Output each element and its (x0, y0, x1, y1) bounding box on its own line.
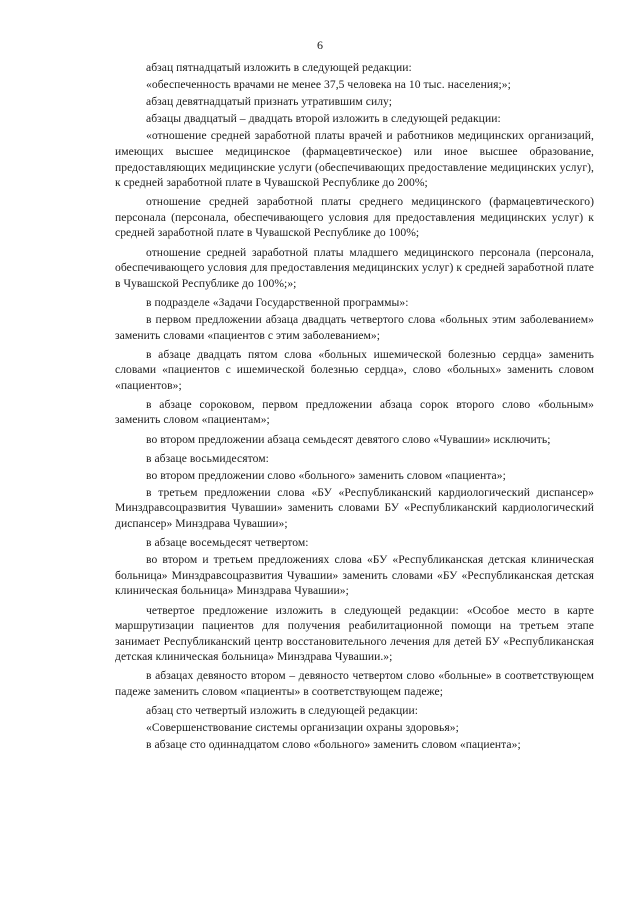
paragraph-3: абзац девятнадцатый признать утратившим силу; (146, 95, 392, 109)
document-body (115, 60, 594, 754)
paragraph-6: отношение средней заработной платы среднего медицинского (фармацевтического) персонала (персонала, обеспечивающего условия для предоставления медицинских услуг) к средней заработной плате в Чувашской Республике до 100%; (115, 195, 594, 240)
paragraph-16: в абзаце восемьдесят четвертом: (146, 536, 309, 550)
paragraph-2: «обеспеченность врачами не менее 37,5 человека на 10 тыс. населения;»; (146, 78, 511, 92)
paragraph-21: «Совершенствование системы организации охраны здоровья»; (146, 721, 459, 735)
paragraph-17: во втором и третьем предложениях слова «БУ «Республиканская детская клиническая больница» Минздравсоцразвития Чувашии» заменить словами «БУ «Республиканская детская клиническая больница» Минздрава Чувашии»; (115, 553, 594, 598)
paragraph-22: в абзаце сто одиннадцатом слово «больного» заменить словом «пациента»; (146, 738, 521, 752)
paragraph-14: во втором предложении слово «больного» заменить словом «пациента»; (146, 468, 506, 482)
paragraph-9: в первом предложении абзаца двадцать четвертого слова «больных этим заболеванием» заменить словами «пациентов с этим заболеванием»; (115, 312, 594, 342)
paragraph-1: абзац пятнадцатый изложить в следующей редакции: (146, 61, 412, 74)
paragraph-10: в абзаце двадцать пятом слова «больных ишемической болезнью сердца» заменить словами «пациентов с ишемической болезнью сердца», слово «больных» заменить словом «пациентов»; (115, 347, 594, 392)
paragraph-13: в абзаце восьмидесятом: (146, 451, 269, 465)
paragraph-11: в абзаце сороковом, первом предложении абзаца сорок второго слово «больным» заменить словом «пациентам»; (115, 397, 594, 427)
paragraph-4: абзацы двадцатый – двадцать второй изложить в следующей редакции: (146, 112, 501, 126)
paragraph-20: абзац сто четвертый изложить в следующей редакции: (146, 704, 419, 718)
paragraph-19: в абзацах девяносто втором – девяносто четвертом слово «больные» в соответствующем падеже заменить словом «пациенты» в соответствующем падеже; (115, 669, 594, 698)
paragraph-8: в подразделе «Задачи Государственной программы»: (146, 295, 409, 309)
page-number: 6 (317, 38, 323, 52)
paragraph-5: «отношение средней заработной платы врачей и работников медицинских организаций, имеющих высшее медицинское (фармацевтическое) или иное высшее образование, предоставляющих медицинские услуги (обеспечивающих предоставление медицинских услуг), к средней заработной плате в Чувашской Республике до 200%; (115, 129, 594, 190)
paragraph-12: во втором предложении абзаца семьдесят девятого слово «Чувашии» исключить; (146, 432, 551, 446)
paragraph-15: в третьем предложении слова «БУ «Республиканский кардиологический диспансер» Минздравсоцразвития Чувашии» заменить словами БУ «Республиканский кардиологический диспансер» Минздрава Чувашии»; (115, 485, 594, 531)
paragraph-18: четвертое предложение изложить в следующей редакции: «Особое место в карте маршрутизации пациентов для получения реабилитационной помощи на третьем этапе занимает Республиканский центр восстановительного лечения для детей БУ «Республиканская детская клиническая больница» Минздрава Чувашии.»; (115, 603, 594, 664)
paragraph-7: отношение средней заработной платы младшего медицинского персонала (персонала, обеспечивающего условия для предоставления медицинских услуг) к средней заработной плате в Чувашской Республике до 100%;»; (115, 245, 594, 290)
